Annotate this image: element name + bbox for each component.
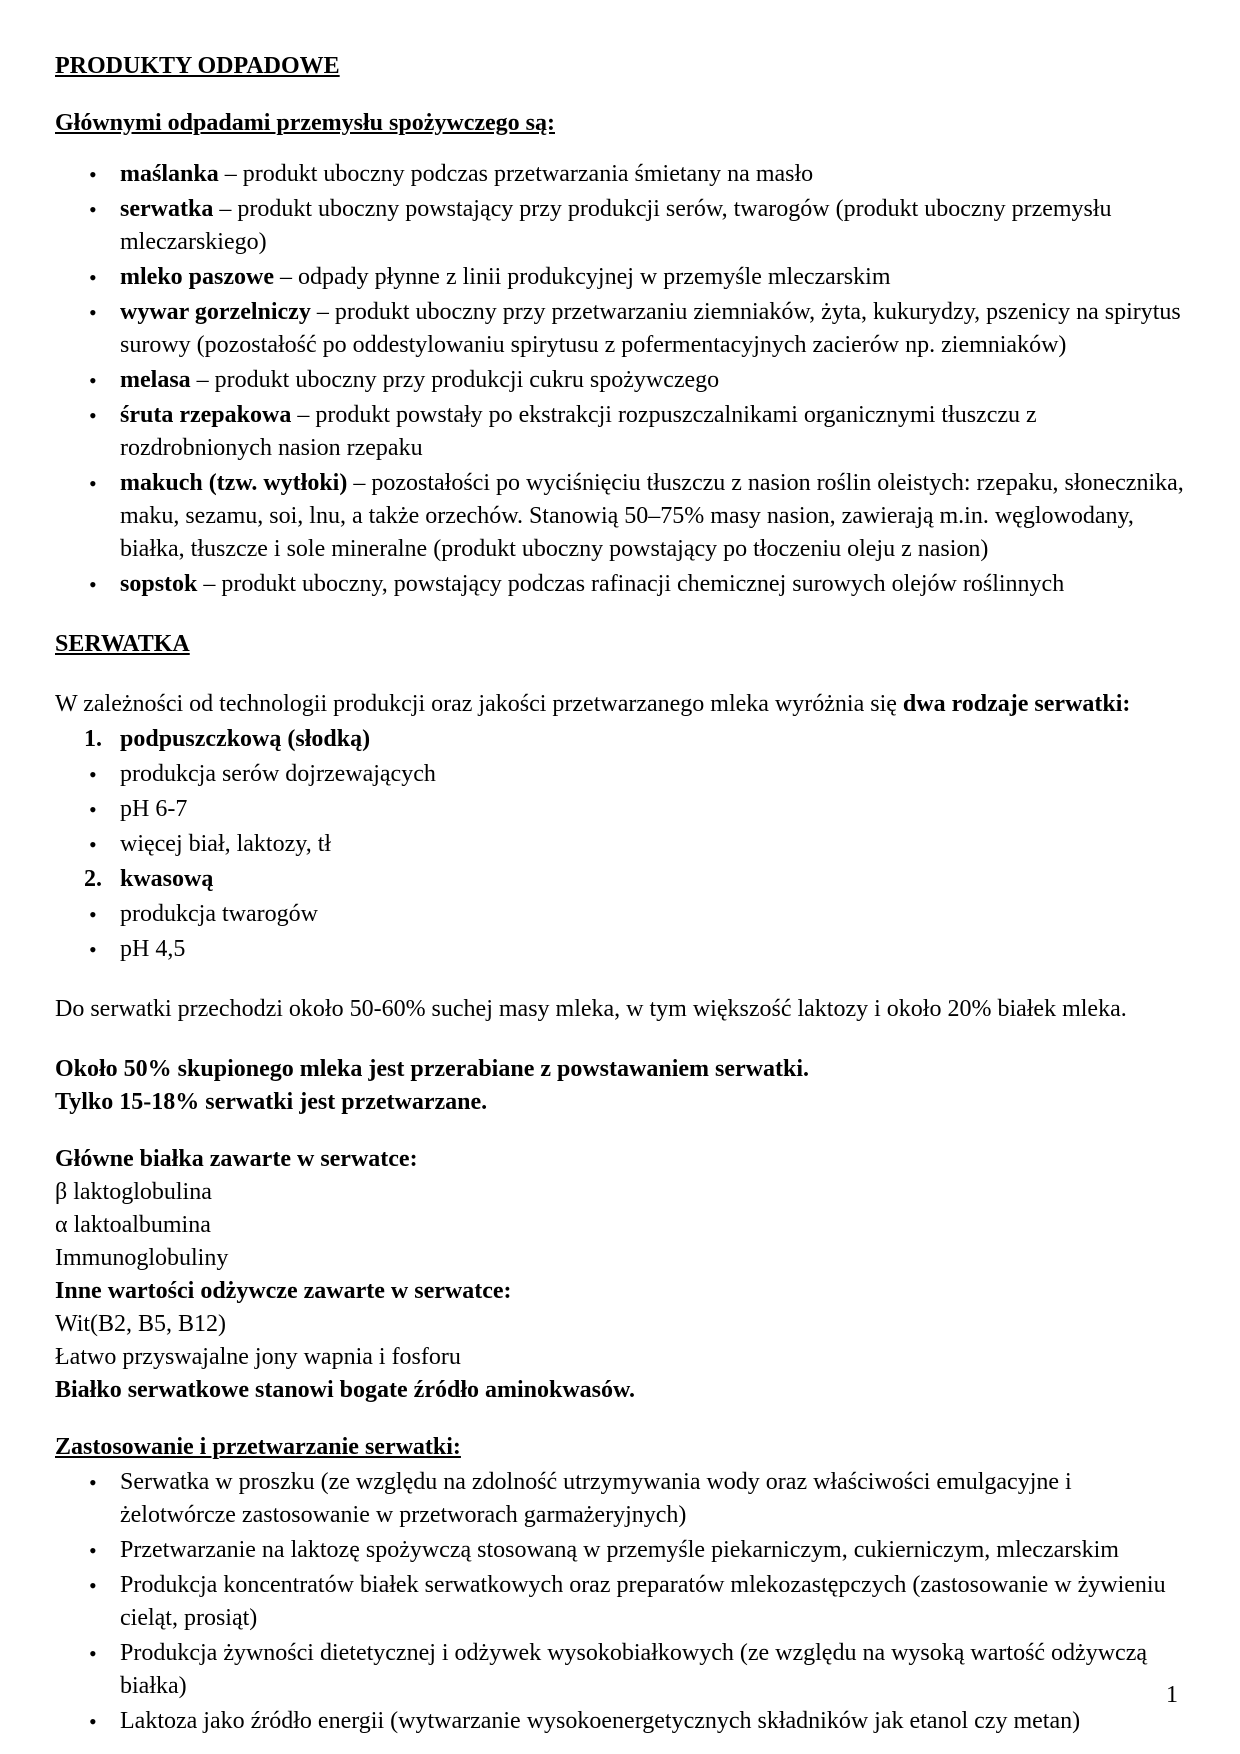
bold-note-milk-processed: Około 50% skupionego mleka jest przerabiane z powstawaniem serwatki. bbox=[55, 1056, 809, 1082]
waste-desc: – odpady płynne z linii produkcyjnej w przemyśle mleczarskim bbox=[279, 264, 891, 290]
bullet-icon: • bbox=[89, 1470, 97, 1495]
waste-list bbox=[55, 158, 1185, 601]
bullet-icon: • bbox=[89, 197, 97, 222]
waste-term: śruta rzepakowa bbox=[120, 402, 292, 428]
waste-term: serwatka bbox=[120, 196, 214, 222]
waste-term: melasa bbox=[120, 367, 191, 393]
waste-item bbox=[55, 399, 1185, 465]
waste-item bbox=[55, 467, 1185, 566]
protein-line: α laktoalbumina bbox=[55, 1212, 211, 1238]
bullet-icon: • bbox=[89, 902, 97, 927]
bullet-icon: • bbox=[89, 1538, 97, 1563]
usage-item bbox=[55, 1637, 1185, 1703]
bullet-icon: • bbox=[89, 403, 97, 428]
bullet-icon: • bbox=[89, 762, 97, 787]
waste-item bbox=[55, 568, 1185, 601]
amino-note: Białko serwatkowe stanowi bogate źródło aminokwasów. bbox=[55, 1377, 636, 1403]
usage-heading: Zastosowanie i przetwarzanie serwatki: bbox=[55, 1434, 461, 1460]
section-heading-serwatka: SERWATKA bbox=[55, 631, 190, 657]
waste-item bbox=[55, 364, 1185, 397]
nutrition-line: Łatwo przyswajalne jony wapnia i fosforu bbox=[55, 1344, 461, 1370]
whey-type-feature bbox=[55, 898, 1185, 931]
waste-desc: – produkt powstały po ekstrakcji rozpuszczalnikami organicznymi tłuszczu z rozdrobnionych nasion rzepaku bbox=[120, 402, 1037, 461]
nutrition-line: Wit(B2, B5, B12) bbox=[55, 1311, 227, 1337]
waste-item bbox=[55, 193, 1185, 259]
usage-text: Produkcja żywności dietetycznej i odżywek wysokobiałkowych (ze względu na wysoką wartość odżywczą białka) bbox=[120, 1640, 1147, 1699]
waste-desc: – pozostałości po wyciśnięciu tłuszczu z nasion roślin oleistych: rzepaku, słonecznika, maku, sezamu, soi, lnu, a także orzechów. Stanowią 50–75% masy nasion, zawierają m.in. węglowodany, białka, tłuszcze i sole mineralne (produkt uboczny powstający po tłoczeniu oleju z nasion) bbox=[120, 470, 1184, 562]
usage-text: Serwatka w proszku (ze względu na zdolność utrzymywania wody oraz właściwości emulgacyjne i żelotwórcze zastosowanie w przetworach garmażeryjnych) bbox=[120, 1469, 1072, 1528]
bullet-icon: • bbox=[89, 368, 97, 393]
usage-text: Produkcja koncentratów białek serwatkowych oraz preparatów mlekozastępczych (zastosowanie w żywieniu cieląt, prosiąt) bbox=[120, 1572, 1166, 1631]
bold-note-whey-processed: Tylko 15-18% serwatki jest przetwarzane. bbox=[55, 1089, 488, 1115]
whey-type-item bbox=[55, 863, 1185, 896]
waste-term: wywar gorzelniczy bbox=[120, 299, 311, 325]
waste-desc: – produkt uboczny przy przetwarzaniu ziemniaków, żyta, kukurydzy, pszenicy na spirytus surowy (pozostałość po oddestylowaniu spirytusu z pofermentacyjnych zacierów np. ziemniaków) bbox=[120, 299, 1181, 358]
whey-type-name: podpuszczkową (słodką) bbox=[120, 726, 371, 752]
serwatka-intro-text: W zależności od technologii produkcji oraz jakości przetwarzanego mleka wyróżnia się bbox=[55, 691, 903, 717]
waste-desc: – produkt uboczny podczas przetwarzania śmietany na masło bbox=[224, 161, 814, 187]
list-number: 1. bbox=[84, 726, 102, 752]
bullet-icon: • bbox=[89, 471, 97, 496]
whey-type-feature bbox=[55, 828, 1185, 861]
feature-text: produkcja twarogów bbox=[120, 901, 318, 927]
proteins-heading: Główne białka zawarte w serwatce: bbox=[55, 1146, 418, 1172]
bullet-icon: • bbox=[89, 572, 97, 597]
bullet-icon: • bbox=[89, 832, 97, 857]
waste-item bbox=[55, 261, 1185, 294]
section-heading-wastes: Głównymi odpadami przemysłu spożywczego są: bbox=[55, 110, 555, 136]
list-number: 2. bbox=[84, 866, 102, 892]
usage-list bbox=[55, 1466, 1185, 1738]
whey-type-feature bbox=[55, 933, 1185, 966]
whey-type-feature bbox=[55, 793, 1185, 826]
usage-item bbox=[55, 1705, 1185, 1738]
usage-item bbox=[55, 1569, 1185, 1635]
bullet-icon: • bbox=[89, 265, 97, 290]
nutrition-heading: Inne wartości odżywcze zawarte w serwatce: bbox=[55, 1278, 512, 1304]
usage-text: Przetwarzanie na laktozę spożywczą stosowaną w przemyśle piekarniczym, cukierniczym, mleczarskim bbox=[120, 1537, 1119, 1563]
bullet-icon: • bbox=[89, 1709, 97, 1734]
waste-desc: – produkt uboczny, powstający podczas rafinacji chemicznej surowych olejów roślinnych bbox=[203, 571, 1065, 597]
doc-title: PRODUKTY ODPADOWE bbox=[55, 53, 340, 79]
bullet-icon: • bbox=[89, 1573, 97, 1598]
feature-text: więcej biał, laktozy, tł bbox=[120, 831, 332, 857]
serwatka-intro bbox=[55, 688, 1185, 721]
bullet-icon: • bbox=[89, 300, 97, 325]
bullet-icon: • bbox=[89, 797, 97, 822]
page-number: 1 bbox=[1166, 1682, 1178, 1708]
protein-line: β laktoglobulina bbox=[55, 1179, 212, 1205]
waste-item bbox=[55, 296, 1185, 362]
whey-type-item bbox=[55, 723, 1185, 756]
waste-desc: – produkt uboczny przy produkcji cukru spożywczego bbox=[196, 367, 720, 393]
bullet-icon: • bbox=[89, 937, 97, 962]
whey-type-feature bbox=[55, 758, 1185, 791]
feature-text: produkcja serów dojrzewających bbox=[120, 761, 436, 787]
serwatka-intro-bold: dwa rodzaje serwatki: bbox=[902, 691, 1131, 717]
protein-line: Immunoglobuliny bbox=[55, 1245, 229, 1271]
waste-term: maślanka bbox=[120, 161, 219, 187]
usage-item bbox=[55, 1466, 1185, 1532]
proteins-block bbox=[55, 1143, 1185, 1407]
usage-item bbox=[55, 1534, 1185, 1567]
whey-types-list bbox=[55, 723, 1185, 966]
bullet-icon: • bbox=[89, 162, 97, 187]
whey-type-name: kwasową bbox=[120, 866, 214, 892]
waste-term: makuch (tzw. wytłoki) bbox=[120, 470, 348, 496]
waste-term: sopstok bbox=[120, 571, 198, 597]
feature-text: pH 6-7 bbox=[120, 796, 188, 822]
bullet-icon: • bbox=[89, 1641, 97, 1666]
waste-item bbox=[55, 158, 1185, 191]
usage-text: Laktoza jako źródło energii (wytwarzanie wysokoenergetycznych składników jak etanol czy metan) bbox=[120, 1708, 1081, 1734]
waste-desc: – produkt uboczny powstający przy produkcji serów, twarogów (produkt uboczny przemysłu mleczarskiego) bbox=[120, 196, 1112, 255]
waste-term: mleko paszowe bbox=[120, 264, 274, 290]
feature-text: pH 4,5 bbox=[120, 936, 186, 962]
dry-mass-note: Do serwatki przechodzi około 50-60% suchej masy mleka, w tym większość laktozy i około 20% białek mleka. bbox=[55, 996, 1127, 1022]
